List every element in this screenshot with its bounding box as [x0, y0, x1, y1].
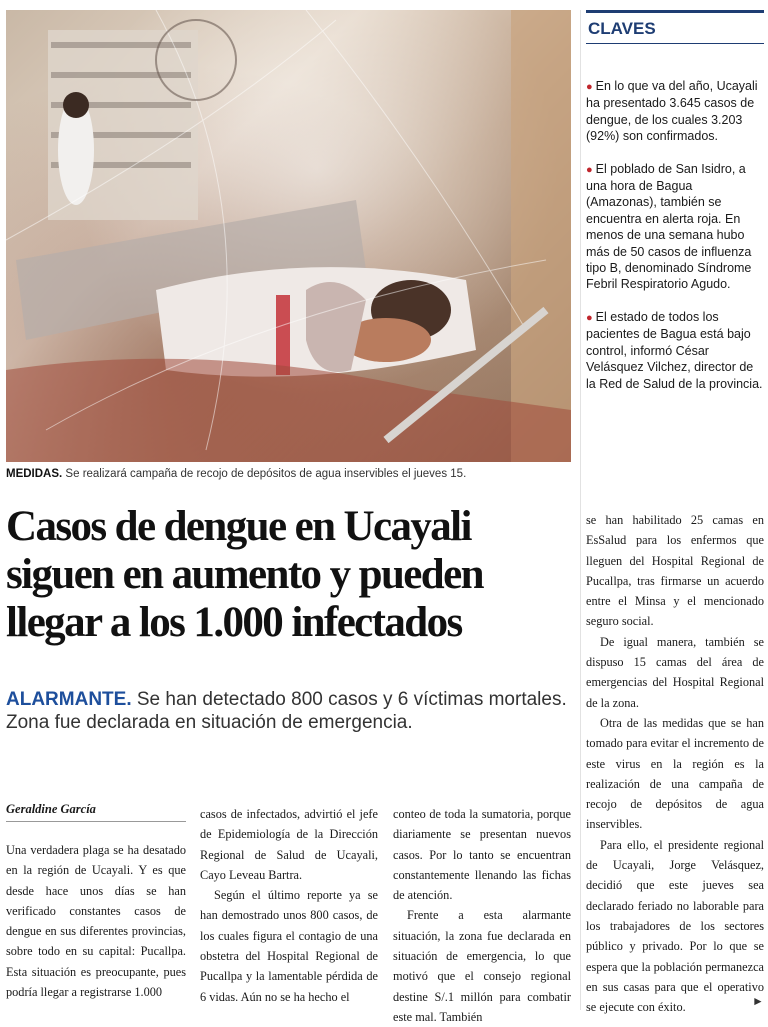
- paragraph: casos de infectados, advirtió el jefe de Epidemiología de la Dirección Regional de Salud de Ucayali, Cayo Leveau Bartra.: [200, 807, 378, 882]
- bullet-icon: ●: [586, 81, 593, 93]
- paragraph: Para ello, el presidente regional de Ucayali, Jorge Velásquez, decidió que este jueves sea declarado feriado no laborable para los trabajadores de los sectores público y privado. Por lo que se espera que la población permanezca en sus casas para que el operativo se ejecute con éxito.: [586, 837, 764, 1015]
- sidebar-list: [586, 78, 764, 408]
- sidebar-item-text: El poblado de San Isidro, a una hora de Bagua (Amazonas), también se encuentra en alerta roja. En menos de una semana hubo más de 50 casos de influenza tipo B, denominado Síndrome Febril Respiratorio Agudo.: [586, 161, 752, 292]
- article-column-2: [200, 804, 378, 1007]
- continue-arrow-icon: ►: [752, 994, 764, 1008]
- paragraph: Según el último reporte ya se han demostrado unos 800 casos, de los cuales figura el contagio de una obstetra del Hospital Regional de Pucallpa y la lamentable pérdida de 6 vidas. Aún no se ha hecho el: [200, 888, 378, 1004]
- paragraph: Frente a esta alarmante situación, la zona fue declarada en situación de emergencia, lo que motivó que el consejo regional destine S/.1 millón para combatir este mal. También: [393, 908, 571, 1024]
- bullet-icon: ●: [586, 311, 593, 324]
- photo-caption: [6, 468, 571, 480]
- article-column-4: [586, 510, 764, 1017]
- paragraph: se han habilitado 25 camas en EsSalud para los enfermos que lleguen del Hospital Regional de Pucallpa, tras firmarse un acuerdo entre el Minsa y el mencionado seguro social.: [586, 513, 764, 629]
- sidebar-item-text: El estado de todos los pacientes de Bagua está bajo control, informó César Velásquez Vilchez, director de la Red de Salud de la provincia.: [586, 309, 763, 391]
- subhead-kicker: ALARMANTE.: [6, 689, 132, 710]
- caption-lead: MEDIDAS.: [6, 468, 63, 480]
- paragraph: Una verdadera plaga se ha desatado en la región de Ucayali. Y es que desde hace unos días se han verificado constantes casos de dengue en sus diferentes provincias, sobre todo en su capital: Pucallpa. Esta situación es preocupante, pues podría llegar a registrarse 1.000: [6, 843, 186, 1000]
- paragraph: De igual manera, también se dispuso 15 camas del área de emergencias del Hospital Regional de la zona.: [586, 634, 764, 710]
- bullet-icon: ●: [586, 163, 593, 176]
- photo-illustration: [6, 10, 571, 462]
- sidebar-item: [586, 78, 764, 145]
- paragraph: Otra de las medidas que se han tomado para evitar el incremento de este virus en la región es la realización de una campaña de recojo de depósitos de agua inservibles.: [586, 715, 764, 832]
- sidebar-item-text: En lo que va del año, Ucayali ha presentado 3.645 casos de dengue, de los cuales 3.203 (92%) son confirmados.: [586, 79, 758, 144]
- sidebar-title: CLAVES: [586, 10, 764, 44]
- article-column-1: [6, 840, 186, 1002]
- news-photo: [6, 10, 571, 462]
- caption-text: Se realizará campaña de recojo de depósitos de agua inservibles el jueves 15.: [62, 468, 467, 480]
- article-column-3: [393, 804, 571, 1027]
- byline: Geraldine García: [6, 802, 186, 822]
- column-divider: [580, 10, 581, 1010]
- paragraph: conteo de toda la sumatoria, porque diariamente se presentan nuevos casos. Por lo tanto se encuentran constantemente llenando las fichas de atención.: [393, 807, 571, 903]
- article-subhead: [6, 688, 576, 734]
- sidebar-item: [586, 161, 764, 293]
- article-headline: Casos de dengue en Ucayali siguen en aumento y pueden llegar a los 1.000 infectados: [6, 503, 483, 646]
- subhead-text: Se han detectado 800 casos y 6 víctimas mortales. Zona fue declarada en situación de emergencia.: [6, 689, 567, 733]
- sidebar-item: [586, 309, 764, 392]
